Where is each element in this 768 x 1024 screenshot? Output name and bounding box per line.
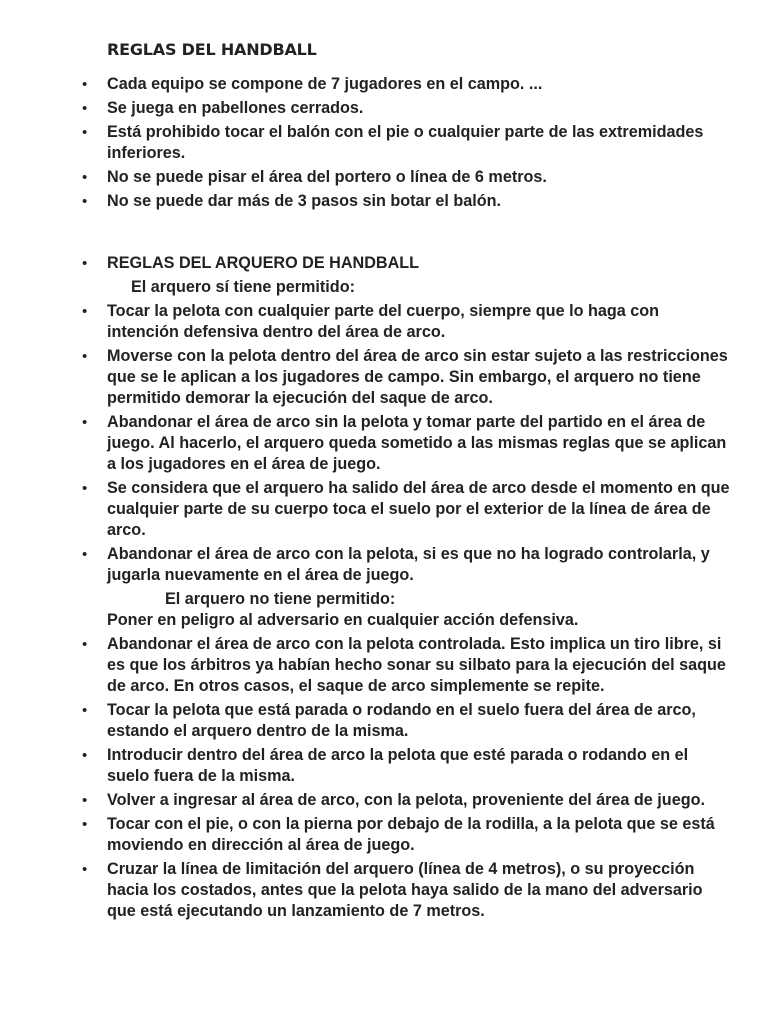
bullet: • [82, 792, 88, 809]
rule-text: Está prohibido tocar el balón con el pie o cualquier parte de las extremidades inferiores. [107, 123, 704, 162]
bullet: • [82, 76, 88, 93]
bullet: • [82, 193, 88, 210]
list-item: • Moverse con la pelota dentro del área de arco sin estar sujeto a las restricciones que se le aplican a los jugadores de campo. Sin embargo, el arquero no tiene permitido demorar la ejecución del saque de arco. [82, 347, 728, 407]
rule-text: Se juega en pabellones cerrados. [107, 99, 364, 117]
list-item: • Se considera que el arquero ha salido del área de arco desde el momento en que cualquier parte de su cuerpo toca el suelo por el exterior de la línea de área de arco. [82, 479, 730, 539]
goalkeeper-heading: • REGLAS DEL ARQUERO DE HANDBALL [82, 254, 420, 272]
bullet: • [82, 348, 88, 365]
list-item [0, 98, 768, 119]
list-item [0, 74, 768, 95]
list-item: • Tocar la pelota que está parada o rodando en el suelo fuera del área de arco, estando el arquero dentro de la misma. [82, 701, 696, 740]
list-item: • Tocar la pelota con cualquier parte del cuerpo, siempre que lo haga con intención defensiva dentro del área de arco. [82, 302, 660, 341]
general-rules-list [0, 74, 768, 215]
bullet: • [82, 303, 88, 320]
bullet: • [82, 636, 88, 653]
bullet: • [82, 480, 88, 497]
bullet: • [82, 702, 88, 719]
bullet: • [82, 816, 88, 833]
bullet: • [82, 255, 88, 272]
bullet: • [82, 124, 88, 141]
bullet: • [82, 414, 88, 431]
goalkeeper-rules-list [0, 253, 768, 925]
list-item: • Cruzar la línea de limitación del arquero (línea de 4 metros), o su proyección hacia los costados, antes que la pelota haya salido de la mano del adversario que está ejecutando un lanzamiento de 7 metros. [82, 860, 703, 920]
not-allowed-subheading: El arquero no tiene permitido: [165, 590, 396, 608]
not-allowed-first-rule: Poner en peligro al adversario en cualquier acción defensiva. [107, 611, 579, 629]
rule-text: No se puede dar más de 3 pasos sin botar el balón. [107, 192, 502, 210]
list-item: • Abandonar el área de arco sin la pelota y tomar parte del partido en el área de juego. Al hacerlo, el arquero queda sometido a las mismas reglas que se aplican a los jugadores en el área de juego. [82, 413, 727, 473]
rule-text: No se puede pisar el área del portero o línea de 6 metros. [107, 168, 547, 186]
list-item: • Abandonar el área de arco con la pelota controlada. Esto implica un tiro libre, si es que los árbitros ya habían hecho sonar su silbato para la ejecución del saque de arco. En otros casos, el saque de arco simplemente se repite. [82, 635, 726, 695]
bullet: • [82, 747, 88, 764]
list-item [0, 167, 768, 188]
bullet: • [82, 100, 88, 117]
rule-text: Cada equipo se compone de 7 jugadores en el campo. ... [107, 75, 543, 93]
bullet: • [82, 169, 88, 186]
list-item [0, 122, 768, 164]
list-item: • Introducir dentro del área de arco la pelota que esté parada o rodando en el suelo fuera de la misma. [82, 746, 689, 785]
bullet: • [82, 546, 88, 563]
list-item: • Tocar con el pie, o con la pierna por debajo de la rodilla, a la pelota que se está moviendo en dirección al área de juego. [82, 815, 715, 854]
page-title: REGLAS DEL HANDBALL [107, 40, 317, 59]
bullet: • [82, 861, 88, 878]
allowed-subheading: El arquero sí tiene permitido: [131, 278, 355, 296]
list-item [0, 191, 768, 212]
list-item: • Abandonar el área de arco con la pelota, si es que no ha logrado controlarla, y jugarla nuevamente en el área de juego. [82, 545, 710, 584]
list-item: • Volver a ingresar al área de arco, con la pelota, proveniente del área de juego. [82, 791, 705, 809]
